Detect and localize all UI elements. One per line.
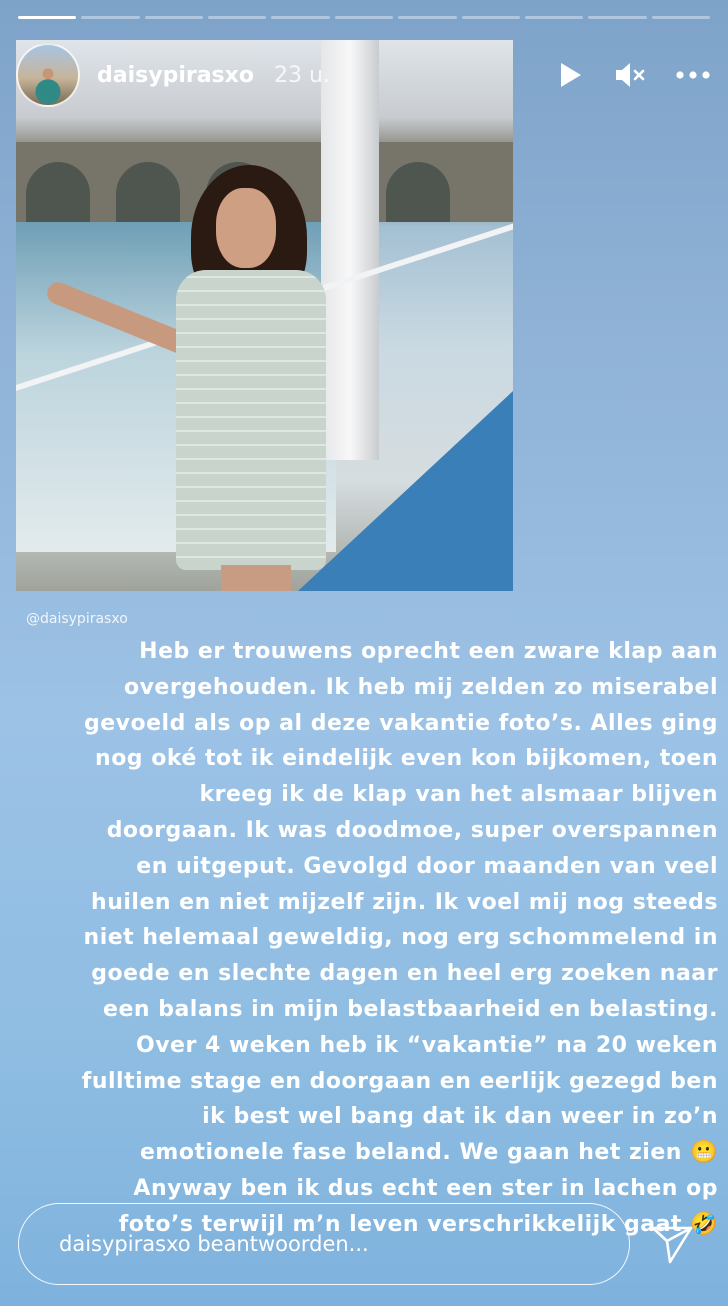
caption-line: fulltime stage en doorgaan en eerlijk gezegd ben bbox=[81, 1068, 718, 1094]
progress-segment bbox=[208, 16, 266, 19]
progress-segment bbox=[462, 16, 520, 19]
username[interactable]: daisypirasxo bbox=[97, 62, 254, 88]
photo-arch bbox=[116, 162, 180, 222]
story-caption bbox=[50, 634, 718, 1243]
photo-dress bbox=[176, 270, 326, 570]
more-icon[interactable] bbox=[676, 71, 710, 79]
photo-face bbox=[216, 188, 276, 268]
photo-legs bbox=[221, 565, 291, 591]
reply-input[interactable] bbox=[18, 1203, 630, 1285]
story-progress-bar bbox=[18, 16, 710, 20]
caption-line: emotionele fase beland. We gaan het zien 😬 bbox=[140, 1140, 718, 1166]
progress-segment bbox=[398, 16, 456, 19]
caption-line: niet helemaal geweldig, nog erg schommelend in bbox=[83, 925, 718, 951]
send-icon[interactable] bbox=[650, 1222, 694, 1266]
caption-line: huilen en niet mijzelf zijn. Ik voel mij nog steeds bbox=[91, 889, 718, 915]
story-photo bbox=[16, 40, 513, 591]
progress-segment bbox=[18, 16, 76, 19]
play-icon[interactable] bbox=[558, 61, 584, 89]
caption-line: doorgaan. Ik was doodmoe, super overspannen bbox=[106, 817, 718, 843]
progress-segment bbox=[652, 16, 710, 19]
photo-credit: @daisypirasxo bbox=[26, 611, 128, 627]
caption-line: Heb er trouwens oprecht een zware klap aan bbox=[139, 639, 718, 664]
story-header bbox=[16, 42, 710, 108]
caption-line: overgehouden. Ik heb mij zelden zo miserabel bbox=[123, 674, 718, 700]
caption-line: gevoeld als op al deze vakantie foto’s. Alles ging bbox=[84, 710, 718, 736]
caption-line: foto’s terwijl m’n leven verschrikkelijk gaat 🤣 bbox=[118, 1211, 718, 1237]
caption-line: kreeg ik de klap van het alsmaar blijven bbox=[199, 782, 718, 808]
reply-placeholder: daisypirasxo beantwoorden... bbox=[59, 1232, 369, 1256]
caption-line: Over 4 weken heb ik “vakantie” na 20 weken bbox=[136, 1032, 718, 1058]
progress-segment bbox=[525, 16, 583, 19]
avatar[interactable] bbox=[16, 43, 80, 107]
caption-line: een balans in mijn belastbaarheid en belasting. bbox=[103, 996, 718, 1022]
story-time: 23 u. bbox=[273, 62, 330, 88]
caption-line: ik best wel bang dat ik dan weer in zo’n bbox=[202, 1104, 718, 1130]
caption-line: goede en slechte dagen en heel erg zoeken naar bbox=[91, 961, 718, 987]
mute-icon[interactable] bbox=[614, 61, 646, 89]
progress-segment bbox=[335, 16, 393, 19]
caption-line: en uitgeput. Gevolgd door maanden van veel bbox=[136, 853, 718, 879]
header-actions bbox=[558, 61, 710, 89]
caption-line: nog oké tot ik eindelijk even kon bijkomen, toen bbox=[95, 746, 718, 772]
photo-arch bbox=[386, 162, 450, 222]
progress-segment bbox=[588, 16, 646, 19]
progress-segment bbox=[271, 16, 329, 19]
caption-line: Anyway ben ik dus echt een ster in lachen op bbox=[133, 1175, 718, 1201]
progress-segment bbox=[81, 16, 139, 19]
photo-arch bbox=[26, 162, 90, 222]
progress-segment bbox=[145, 16, 203, 19]
